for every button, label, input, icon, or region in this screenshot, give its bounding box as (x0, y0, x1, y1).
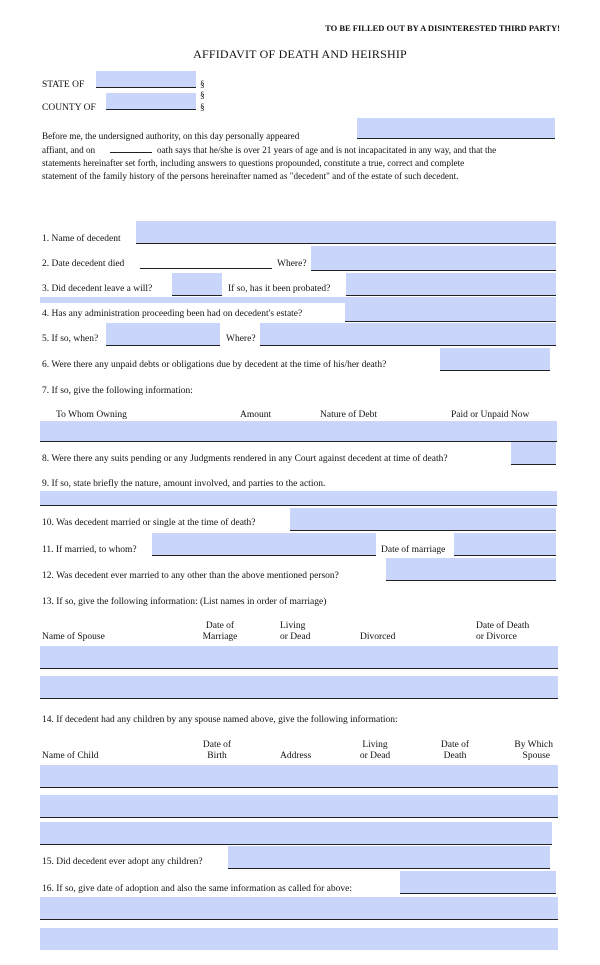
state-underline (96, 71, 196, 88)
q2-label: 2. Date decedent died (42, 259, 125, 269)
q3-underline (172, 273, 222, 296)
q12-underline (386, 558, 556, 581)
q5-underline (106, 323, 220, 346)
q1-underline (136, 221, 556, 244)
date-underline[interactable] (110, 140, 152, 153)
child-col-living-2: or Dead (359, 751, 391, 761)
child-col-death-2: Death (443, 751, 467, 761)
q12-label: 12. Was decedent ever married to any other than the above mentioned person? (42, 571, 339, 581)
q8-underline (511, 442, 556, 465)
spouse-col-date-2: Marriage (202, 632, 238, 642)
child-col-spouse-1: By Which (514, 740, 553, 750)
spouse-col-divorced: Divorced (360, 632, 396, 642)
q3b-underline (346, 273, 556, 296)
q16-label: 16. If so, give date of adoption and also the same information as called for above: (42, 884, 352, 894)
spouse-col-death-1: Date of Death (476, 621, 530, 631)
section-mark: § (200, 91, 205, 101)
spouse-col-name: Name of Spouse (42, 632, 105, 642)
state-label: STATE OF (42, 80, 85, 90)
q3-probate-label: If so, has it been probated? (228, 284, 331, 294)
child-col-name: Name of Child (42, 751, 99, 761)
q2-where-label: Where? (277, 259, 307, 269)
q4-label: 4. Has any administration proceeding been had on decedent's estate? (42, 309, 303, 319)
q9-underline (40, 491, 557, 506)
q9-label: 9. If so, state briefly the nature, amount involved, and parties to the action. (42, 479, 326, 489)
q14-label: 14. If decedent had any children by any spouse named above, give the following information: (42, 715, 398, 725)
spouse-row-2-underline (40, 676, 558, 699)
adoption-row-1-underline (40, 897, 558, 920)
q10-underline (290, 508, 556, 531)
q11b-underline (454, 533, 556, 556)
intro-line-4: statement of the family history of the persons hereinafter named as "decedent" and of the estate of such decedent. (42, 171, 459, 181)
q11-underline (152, 533, 376, 556)
q11-label: 11. If married, to whom? (42, 545, 137, 555)
debts-col-owner: To Whom Owning (56, 410, 127, 420)
spouse-col-living-2: or Dead (280, 632, 311, 642)
affiant-underline (357, 118, 555, 139)
child-col-birth-1: Date of (202, 740, 232, 750)
q3-label: 3. Did decedent leave a will? (42, 284, 153, 294)
q2-underline (311, 246, 556, 271)
intro-line-2a: affiant, and on (42, 145, 96, 155)
section-mark: § (200, 80, 205, 90)
child-col-death-1: Date of (440, 740, 470, 750)
q15-underline (228, 846, 550, 869)
q16-underline (400, 871, 556, 894)
child-col-address: Address (280, 751, 312, 761)
intro-line-2b: oath says that he/she is over 21 years of age and is not incapacitated in any way, and that the (157, 145, 497, 155)
q7-label: 7. If so, give the following information: (42, 386, 193, 396)
q5-label: 5. If so, when? (42, 334, 99, 344)
q11-date-label: Date of marriage (381, 545, 446, 555)
spouse-row-1-underline (40, 646, 558, 669)
q1-label: 1. Name of decedent (42, 234, 121, 244)
debts-col-paid: Paid or Unpaid Now (451, 410, 530, 420)
q10-label: 10. Was decedent married or single at the time of death? (42, 518, 256, 528)
third-party-notice: TO BE FILLED OUT BY A DISINTERESTED THIRD PARTY! (325, 23, 560, 33)
county-underline (106, 93, 196, 110)
q13-label: 13. If so, give the following information: (List names in order of marriage) (42, 597, 327, 607)
adoption-row-2[interactable] (40, 928, 558, 950)
date-died-field[interactable] (140, 256, 272, 269)
child-row-2-underline (40, 795, 558, 818)
child-col-birth-2: Birth (207, 751, 227, 761)
debts-row-underline (40, 421, 557, 442)
q6-underline (440, 348, 550, 371)
spouse-col-living-1: Living (280, 621, 306, 631)
q8-label: 8. Were there any suits pending or any Judgments rendered in any Court against decedent at time of death? (42, 454, 448, 464)
child-row-3-underline (40, 822, 552, 845)
intro-line-3: statements hereinafter set forth, including answers to questions propounded, constitute a true, correct and complete (42, 158, 465, 168)
q6-label: 6. Were there any unpaid debts or obligations due by decedent at the time of his/her death? (42, 360, 387, 370)
q5b-underline (260, 323, 556, 346)
county-label: COUNTY OF (42, 103, 96, 113)
child-col-spouse-2: Spouse (522, 751, 550, 761)
child-row-1-underline (40, 765, 558, 788)
spouse-col-death-2: or Divorce (476, 632, 517, 642)
intro-line-1: Before me, the undersigned authority, on this day personally appeared (42, 131, 300, 141)
q15-label: 15. Did decedent ever adopt any children? (42, 857, 203, 867)
spouse-col-date-1: Date of (205, 621, 235, 631)
section-mark: § (200, 103, 205, 113)
q5-where-label: Where? (226, 334, 256, 344)
child-col-living-1: Living (362, 740, 388, 750)
q4-underline (345, 299, 556, 322)
debts-col-amount: Amount (240, 410, 272, 420)
debts-col-nature: Nature of Debt (320, 410, 377, 420)
page-title: AFFIDAVIT OF DEATH AND HEIRSHIP (193, 47, 407, 61)
